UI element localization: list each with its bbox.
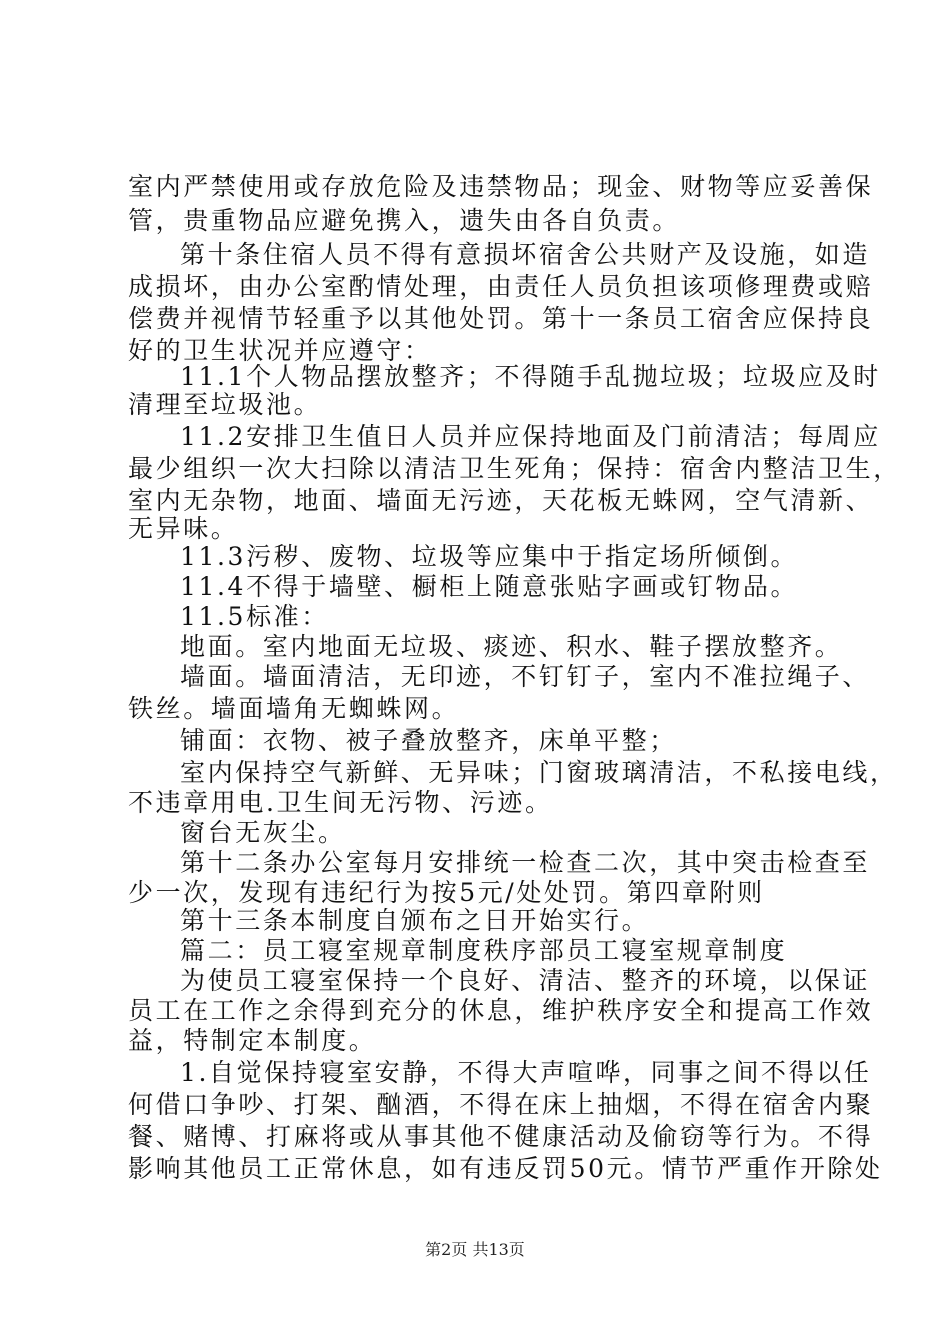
text-line: 室内无杂物，地面、墙面无污迹，天花板无蛛网，空气清新、 [128, 486, 874, 515]
text-line: 影响其他员工正常休息，如有违反罚50元。情节严重作开除处 [128, 1154, 883, 1183]
text-line: 窗台无灰尘。 [180, 818, 346, 847]
text-line: 何借口争吵、打架、酗酒，不得在床上抽烟，不得在宿舍内聚 [128, 1090, 874, 1119]
text-line: 11.5标准： [180, 602, 329, 631]
text-line: 为使员工寝室保持一个良好、清洁、整齐的环境，以保证 [180, 966, 871, 995]
text-line: 偿费并视情节轻重予以其他处罚。第十一条员工宿舍应保持良 [128, 304, 874, 333]
text-line: 11.2安排卫生值日人员并应保持地面及门前清洁；每周应 [180, 422, 881, 451]
text-line: 管，贵重物品应避免携入，遗失由各自负责。 [128, 206, 681, 235]
text-line: 室内保持空气新鲜、无异味；门窗玻璃清洁，不私接电线， [180, 758, 898, 787]
text-line: 餐、赌博、打麻将或从事其他不健康活动及偷窃等行为。不得 [128, 1122, 874, 1151]
text-line: 最少组织一次大扫除以清洁卫生死角；保持：宿舍内整洁卫生， [128, 454, 901, 483]
text-line: 不违章用电.卫生间无污物、污迹。 [128, 788, 553, 817]
text-line: 11.3污秽、废物、垃圾等应集中于指定场所倾倒。 [180, 542, 799, 571]
text-line: 第十条住宿人员不得有意损坏宿舍公共财产及设施，如造 [180, 240, 871, 269]
text-line: 少一次，发现有违纪行为按5元/处处罚。第四章附则 [128, 878, 765, 907]
text-line: 铁丝。墙面墙角无蜘蛛网。 [128, 694, 460, 723]
text-line: 室内严禁使用或存放危险及违禁物品；现金、财物等应妥善保 [128, 172, 874, 201]
text-line: 好的卫生状况并应遵守： [128, 336, 432, 365]
page-number-footer: 第2页 共13页 [425, 1240, 525, 1259]
text-line: 铺面：衣物、被子叠放整齐，床单平整； [180, 726, 677, 755]
text-line: 清理至垃圾池。 [128, 390, 322, 419]
text-line: 11.4不得于墙壁、橱柜上随意张贴字画或钉物品。 [180, 572, 799, 601]
text-line: 第十三条本制度自颁布之日开始实行。 [180, 906, 650, 935]
text-line: 11.1个人物品摆放整齐；不得随手乱抛垃圾；垃圾应及时 [180, 362, 881, 391]
text-line: 第十二条办公室每月安排统一检查二次，其中突击检查至 [180, 848, 871, 877]
text-line: 墙面。墙面清洁，无印迹，不钉钉子，室内不准拉绳子、 [180, 662, 871, 691]
text-line: 篇二：员工寝室规章制度秩序部员工寝室规章制度 [180, 936, 788, 965]
text-line: 成损坏，由办公室酌情处理，由责任人员负担该项修理费或赔 [128, 272, 874, 301]
text-line: 1.自觉保持寝室安静，不得大声喧哗，同事之间不得以任 [180, 1058, 872, 1087]
text-line: 员工在工作之余得到充分的休息，维护秩序安全和提高工作效 [128, 996, 874, 1025]
text-line: 益，特制定本制度。 [128, 1026, 377, 1055]
text-line: 无异味。 [128, 514, 239, 543]
text-line: 地面。室内地面无垃圾、痰迹、积水、鞋子摆放整齐。 [180, 632, 843, 661]
